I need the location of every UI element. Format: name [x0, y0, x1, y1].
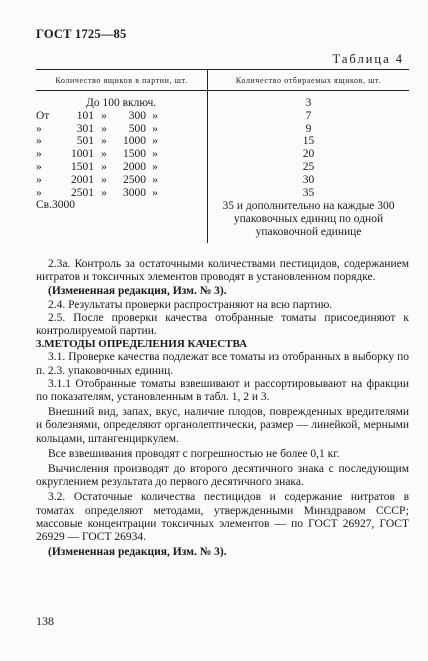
paragraph: Все взвешивания проводят с погрешностью не более 0,1 кг. — [48, 447, 340, 460]
table-cell: От — [36, 109, 50, 122]
table-cell: 2501 — [71, 186, 94, 199]
paragraph: Вычисления производят до второго десятичного знака с последующим округлением результата до первого десятичного знака. — [36, 463, 409, 489]
table-cell: » — [36, 135, 42, 148]
table-row — [36, 123, 207, 136]
table-cell: » — [36, 122, 42, 135]
paragraph: Внешний вид, запах, вкус, наличие плодов, поврежденных вредителями и болезнями, определяют органолептически, размер — линейкой, мерными кольцами, штангенциркулем. — [36, 406, 409, 445]
table-caption: Таблица 4 — [332, 52, 404, 66]
table-cell: 501 — [76, 135, 94, 148]
table-cell: » — [36, 173, 42, 186]
table-cell: » — [152, 122, 158, 135]
table-cell: » — [152, 173, 158, 186]
table-cell-value: 15 — [302, 135, 315, 148]
table-cell: » — [152, 135, 158, 148]
amendment-note: (Измененная редакция, Изм. № 3). — [48, 285, 227, 298]
table-cell: 301 — [76, 122, 94, 135]
table-cell: » — [101, 173, 107, 186]
table-row — [36, 135, 207, 148]
table-cell: 3000 — [123, 186, 146, 199]
table-row: До 100 включ. — [86, 97, 157, 109]
col-header-boxes-selected: Количество отбираемых ящиков, шт. — [208, 70, 410, 91]
table-row: Св.3000 — [36, 199, 75, 212]
paragraph: 2.4. Результаты проверки распространяют на всю партию. — [48, 298, 333, 311]
table-cell: » — [36, 148, 42, 161]
table-row — [36, 148, 207, 161]
table-cell: 300 — [128, 109, 146, 122]
table-cell: 101 — [76, 109, 94, 122]
table-cell-value: 30 — [302, 173, 315, 186]
table-cell: » — [152, 186, 158, 199]
standard-header: ГОСТ 1725—85 — [36, 27, 127, 41]
table-cell-value: 35 и дополнительно на каждые 300 упаковочных единиц по одной упаковочной единице — [222, 200, 395, 239]
table-cell: » — [101, 160, 107, 173]
paragraph: 3.1.1 Отобранные томаты взвешивают и рассортировывают на фракции по показателям, установленным в табл. 1, 2 и 3. — [36, 377, 409, 404]
table-row — [36, 174, 207, 187]
table-cell: » — [101, 148, 107, 161]
table-cell: » — [152, 109, 158, 122]
table-cell: » — [101, 186, 107, 199]
paragraph: 2.5. После проверки качества отобранные томаты присоединяют к контролируемой партии. — [36, 311, 409, 338]
table-cell: 1001 — [71, 148, 94, 161]
table-cell-value: 35 — [302, 186, 315, 199]
table-cell-value: 9 — [305, 122, 312, 135]
table-cell: 2001 — [71, 173, 94, 186]
section-title: 3.МЕТОДЫ ОПРЕДЕЛЕНИЯ КАЧЕСТВА — [36, 338, 248, 351]
table-cell: 1500 — [123, 148, 146, 161]
body-text — [36, 258, 409, 559]
table-cell: » — [101, 122, 107, 135]
table-cell-value: 20 — [302, 148, 315, 161]
sampling-table — [36, 69, 409, 243]
table-cell: 2000 — [123, 160, 146, 173]
paragraph: 3.1. Проверке качества подлежат все томаты из отобранных в выборку по п. 2.3. упаковочных единиц. — [36, 351, 409, 377]
page-number: 138 — [36, 614, 54, 628]
table-cell: » — [36, 186, 42, 199]
table-row — [36, 110, 207, 123]
table-cell: » — [36, 160, 42, 173]
table-cell-value: 3 — [305, 97, 312, 109]
table-row — [36, 161, 207, 174]
table-cell: » — [101, 135, 107, 148]
paragraph: 2.3а. Контроль за остаточными количествами пестицидов, содержанием нитратов и токсичных элементов проводят в установленном порядке. — [36, 258, 409, 284]
sample-size-column — [208, 91, 410, 244]
table-cell: 500 — [128, 122, 146, 135]
table-cell-value: 25 — [302, 160, 315, 173]
table-cell: 2500 — [123, 173, 146, 186]
paragraph: 3.2. Остаточные количества пестицидов и содержание нитратов в томатах определяют методами, утвержденными Минздравом СССР; массовые концентрации токсичных элементов — по ГОСТ 26927, ГОСТ 26929 — ГОСТ 26934. — [36, 491, 409, 544]
table-cell: 1501 — [71, 160, 94, 173]
table-cell: » — [101, 109, 107, 122]
table-row — [36, 187, 207, 200]
amendment-note: (Измененная редакция, Изм. № 3). — [48, 546, 227, 559]
table-cell-value: 7 — [305, 109, 312, 122]
table-cell: » — [152, 148, 158, 161]
col-header-boxes-in-lot: Количество ящиков в партии, шт. — [36, 70, 208, 91]
table-cell: » — [152, 160, 158, 173]
lot-size-column — [36, 91, 208, 244]
table-cell: 1000 — [123, 135, 146, 148]
